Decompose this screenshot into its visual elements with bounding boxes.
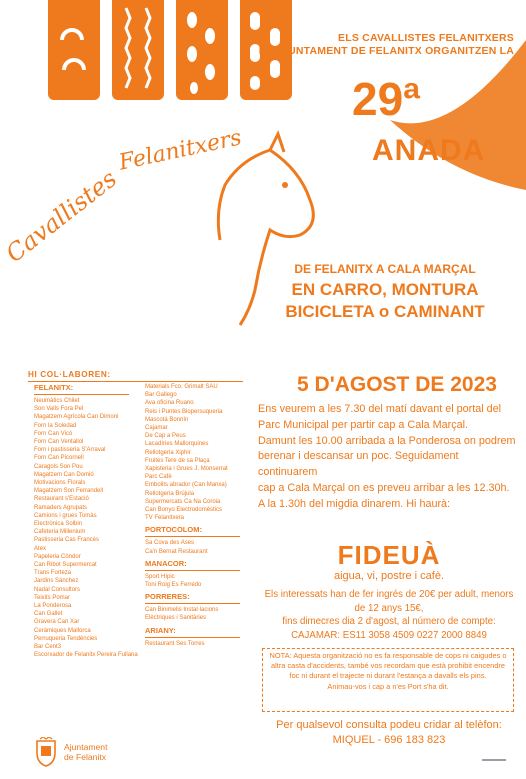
organizers-line2: I L'AJUNTAMENT DE FELANITX ORGANITZEN LA	[258, 45, 514, 57]
collaborators-column-2	[145, 383, 248, 648]
collaborator-item: Electrònica Solbin	[34, 521, 83, 528]
body-line: Ens veurem a les 7.30 del matí davant el portal del	[258, 403, 502, 415]
collaborator-item: Motivacions Florals	[34, 480, 86, 487]
collaborator-item: Rellotgeria Xiphir	[145, 449, 191, 456]
collaborator-item: Parc Cafè	[145, 474, 172, 481]
collaborator-item: Atex	[34, 545, 47, 552]
section-title-manacor: MANACOR:	[145, 558, 187, 568]
wheel-track-tile	[112, 0, 164, 100]
horseshoe-tile	[48, 0, 100, 100]
section-divider	[145, 570, 240, 571]
collaborator-item: Reis i Puntes Biopersuqueria	[145, 408, 223, 415]
collaborator-item: Forn Can Picornell	[34, 455, 84, 462]
collaborator-item: Elèctriques i Sanitàries	[145, 615, 207, 622]
hoofprint-tile	[176, 0, 228, 100]
body-line: berenar i descansar un poc. Seguidament continuarem	[258, 450, 459, 479]
route-line3: BICICLETA o CAMINANT	[285, 302, 485, 321]
collaborator-item: Jardins Sánchez	[34, 578, 79, 585]
collaborator-item: Sport Hípic	[145, 573, 175, 580]
footer-line: Ajuntament	[64, 742, 108, 752]
collaborator-item: Rellotgeria Brújula	[145, 490, 195, 497]
collaborator-item: Restaurant s'Estació	[34, 496, 89, 503]
porreres-list	[145, 606, 248, 622]
contact-info	[258, 718, 520, 748]
body-line: Damunt les 10.00 arribada a la Ponderosa on podrem	[258, 434, 516, 447]
collaborator-item: Can Binimelis Instal·lacions	[145, 607, 219, 614]
note-closing: Animau-vos i cap a n'es Port s'ha dit.	[327, 681, 449, 691]
logo-word-cavallistes: Cavallistes	[0, 164, 123, 268]
event-date: 5 D'AGOST DE 2023	[297, 373, 497, 396]
section-title-portocolom: PORTOCOLOM:	[145, 525, 202, 535]
felanitx-more-list	[145, 383, 248, 522]
section-title-ariany: ARIANY:	[145, 625, 176, 635]
portocolom-list	[145, 539, 248, 555]
body-line: A la 1.30h del migdia dinarem. Hi haurà:	[258, 497, 451, 510]
collaborator-item: Ramaders Agrupats	[34, 504, 88, 511]
collaborator-item: Ceràmiques Mallorca	[34, 627, 91, 634]
collaborator-item: Neumàtics Chilet	[34, 398, 80, 404]
collaborator-item: Ava oficina Ruano	[145, 400, 194, 407]
bank-account: CAJAMAR: ES11 3058 4509 0227 2000 8849	[291, 629, 487, 641]
collaborator-item: Papeleria Còndor	[34, 553, 81, 560]
collaborator-item: TV Felanitxera	[145, 515, 185, 522]
collaborator-item: Forn Can Vicó	[34, 430, 73, 437]
footer-brand	[64, 742, 107, 762]
collaborator-item: Materials Fco. Grimalt SAU	[145, 384, 218, 390]
collaborator-item: Cafeteria Millenium	[34, 529, 86, 536]
collaborator-item: La Ponderosa	[34, 603, 72, 610]
footer-line: de Felanitx	[64, 752, 107, 762]
dish-name: FIDEUÀ	[337, 540, 441, 570]
collaborator-item: Ca'n Bernat Restaurant	[145, 548, 208, 555]
organizers-line1: ELS CAVALLISTES FELANITXERS	[338, 32, 514, 44]
collaborator-item: Can Ribot Supermercat	[34, 562, 97, 569]
collaborator-item: De Cap a Peus	[145, 433, 186, 440]
section-divider	[145, 536, 240, 537]
note-text: NOTA: Aquesta organització no es fa responsable de cops ni caigudes o altra casta d'accidents, també vos recordam que està prohibit encendre foc ni durant el trajecte ni durant l'estança a davalls els pins.	[269, 651, 507, 681]
crest-icon	[34, 737, 58, 767]
wheel-track-icon	[112, 0, 164, 100]
dish-extras: aigua, vi, postre i cafè.	[333, 570, 445, 582]
collaborators-column-1	[34, 383, 146, 660]
collaborator-item: Can Bonyo Electrodomèstics	[145, 507, 223, 514]
contact-line: Per qualsevol consulta podeu cridar al telèfon:	[276, 719, 502, 731]
ariany-list	[145, 640, 248, 648]
collaborator-item: Forn la Soledad	[34, 422, 77, 429]
collaborator-item: Teixits Pomar	[34, 594, 71, 601]
edition-title: ANADA	[372, 134, 486, 167]
collaborators-divider	[28, 381, 243, 382]
collaborator-item: Xapisteria i Grues J. Monserrat	[145, 466, 228, 473]
collaborator-item: Son Valls Fora Pel	[34, 406, 84, 413]
hoofprint-icon	[176, 0, 228, 100]
route-line1: DE FELANITX A CALA MARÇAL	[294, 262, 476, 276]
section-divider	[145, 603, 240, 604]
collaborator-item: Sa Cova des Ases	[145, 540, 195, 547]
body-line: Parc Municipal per partir cap a Cala Marçal.	[258, 418, 469, 431]
collaborator-item: Mascotá Bonnín	[145, 416, 189, 423]
collaborator-item: Restaurant Ses Torres	[145, 640, 205, 647]
collaborator-item: Magatzem Son Ferrandell	[34, 488, 104, 495]
collaborator-item: Camions i grues Tomàs	[34, 512, 97, 519]
collaborator-item: Bar Gallego	[145, 392, 177, 399]
felanitx-list	[34, 397, 146, 660]
note-box	[262, 648, 514, 712]
collaborator-item: Embolits abrador (Can Manxa)	[145, 482, 227, 489]
collaborator-item: Supermercats Ca Na Coroia	[145, 498, 221, 505]
section-title-felanitx: FELANITX:	[34, 383, 74, 392]
collaborator-item: Nadal Consultors	[34, 586, 81, 593]
credit-mark	[482, 757, 506, 763]
collaborator-item: Forn Can Ventallol	[34, 439, 84, 446]
collaborator-item: Toni Roig Es Ferredo	[145, 582, 202, 589]
collaborator-item: Lacadíries Mallorquines	[145, 441, 209, 448]
price-info	[258, 588, 520, 642]
collaborator-item: Magatzem Can Domió	[34, 471, 94, 478]
collaborator-item: Gravera Can Xar	[34, 619, 80, 626]
body-line: cap a Cala Marçal on es preveu arribar a les 12.30h.	[258, 481, 510, 494]
collaborator-item: Magatzem Agrícola Can Dimoni	[34, 414, 119, 421]
horseshoe-icon	[48, 0, 100, 100]
route-line2: EN CARRO, MONTURA	[291, 280, 479, 299]
collaborator-item: Pastisseria Cas Francès	[34, 537, 100, 544]
price-line: fins dimecres dia 2 d'agost, al número de compte:	[282, 616, 496, 627]
logo-word-felanitxers: Felanitxers	[116, 125, 244, 176]
collaborator-item: Can Gallet	[34, 611, 63, 618]
collaborator-item: Perruqueria Tendències	[34, 635, 98, 642]
price-line: Els interessats han de fer ingrés de 20€ per adult, menors de 12 anys 15€,	[264, 589, 514, 614]
manacor-list	[145, 573, 248, 589]
collaborators-heading: HI COL·LABOREN:	[28, 370, 111, 379]
section-title-porreres: PORRERES:	[145, 592, 190, 602]
collaborator-item: Fruites Tere de sa Plaça	[145, 457, 210, 464]
contact-phone: MIQUEL - 696 183 823	[332, 734, 446, 746]
edition-number: 29ª	[352, 73, 421, 125]
collaborator-item: Trans Forteza	[34, 570, 72, 577]
section-divider	[145, 637, 240, 638]
section-divider	[34, 394, 129, 395]
collaborator-item: Bar Cent3	[34, 644, 62, 651]
event-description	[258, 402, 520, 513]
collaborator-item: Forn i pastisseria S'Arraval	[34, 447, 106, 454]
collaborator-item: Escorxador de Felanitx Pereira Fullana	[34, 652, 138, 659]
collaborator-item: Caragols Son Pou	[34, 463, 83, 470]
collaborator-item: Cajamar	[145, 425, 168, 432]
